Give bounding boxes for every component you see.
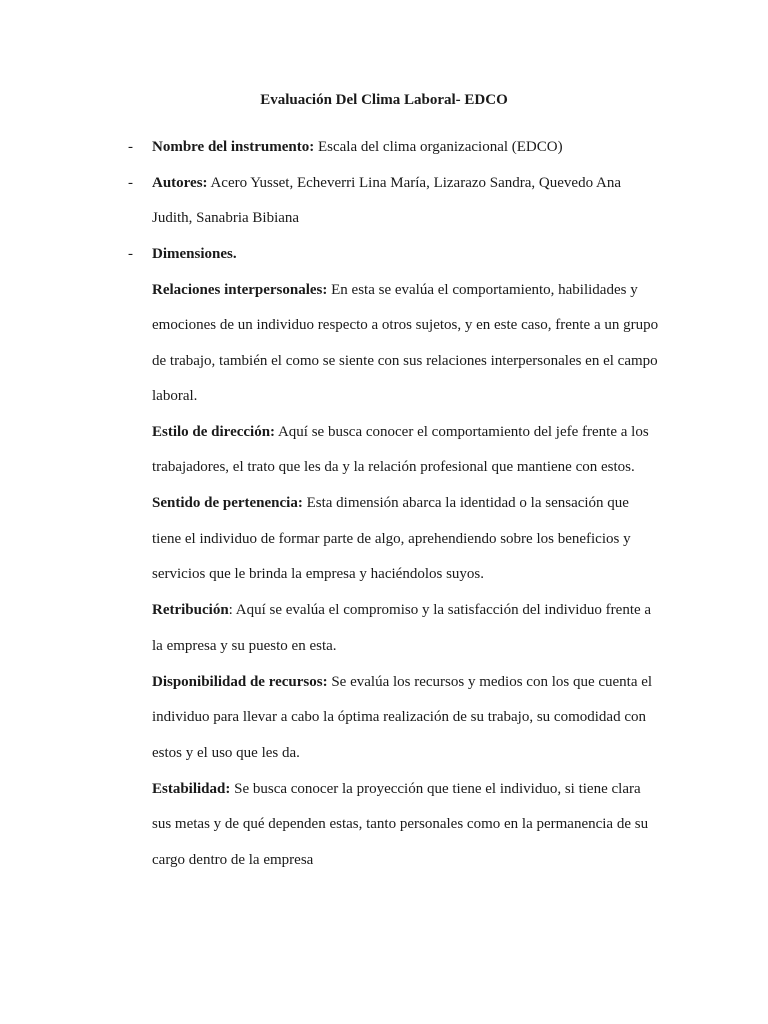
dimension-pertenencia-line-2: tiene el individuo de formar parte de algo, aprehendiendo sobre los beneficios y	[152, 531, 631, 547]
dimension-estilo-line-1	[152, 422, 649, 442]
authors-line-2: Judith, Sanabria Bibiana	[152, 210, 300, 226]
dimension-recursos-line-1	[152, 672, 652, 692]
authors-label: Autores:	[152, 175, 208, 191]
dimension-retribucion-line-1	[152, 600, 651, 620]
dimension-pertenencia-line-3: servicios que le brinda la empresa y haciéndolos suyos.	[152, 566, 484, 582]
dimension-recursos-label: Disponibilidad de recursos:	[152, 674, 328, 690]
dimension-relaciones-line-1	[152, 280, 638, 300]
dimension-relaciones-line-3: de trabajo, también el como se siente con sus relaciones interpersonales en el campo	[152, 353, 658, 369]
bullet-dash: -	[128, 175, 133, 191]
dimension-estilo-line-2: trabajadores, el trato que les da y la relación profesional que mantiene con estos.	[152, 459, 635, 475]
dimensions-heading	[152, 244, 237, 264]
dimension-relaciones-line-2: emociones de un individuo respecto a otros sujetos, y en este caso, frente a un grupo	[152, 317, 659, 333]
dimension-recursos-line-3: estos y el uso que les da.	[152, 745, 300, 761]
dimension-estilo-label: Estilo de dirección:	[152, 424, 276, 440]
dimension-recursos-text: Se evalúa los recursos y medios con los que cuenta el	[327, 674, 653, 690]
instrument-name-label: Nombre del instrumento:	[152, 139, 315, 155]
dimension-recursos-line-2: individuo para llevar a cabo la óptima realización de su trabajo, su comodidad con	[152, 709, 646, 725]
dimension-estabilidad-label: Estabilidad:	[152, 781, 231, 797]
dimension-pertenencia-text: Esta dimensión abarca la identidad o la sensación que	[302, 495, 629, 511]
document-title: Evaluación Del Clima Laboral- EDCO	[260, 92, 508, 108]
dimension-retribucion-line-2: la empresa y su puesto en esta.	[152, 638, 337, 654]
dimension-retribucion-text: : Aquí se evalúa el compromiso y la satisfacción del individuo frente a	[228, 602, 652, 618]
instrument-name-line	[152, 137, 563, 157]
dimensions-label: Dimensiones.	[152, 246, 237, 262]
dimension-estilo-text: Aquí se busca conocer el comportamiento del jefe frente a los	[275, 424, 649, 440]
dimension-pertenencia-line-1	[152, 493, 629, 513]
authors-value: Acero Yusset, Echeverri Lina María, Lizarazo Sandra, Quevedo Ana	[207, 175, 621, 191]
authors-line	[152, 173, 621, 193]
bullet-dash: -	[128, 246, 133, 262]
dimension-relaciones-label: Relaciones interpersonales:	[152, 282, 328, 298]
dimension-estabilidad-line-3: cargo dentro de la empresa	[152, 852, 314, 868]
dimension-pertenencia-label: Sentido de pertenencia:	[152, 495, 303, 511]
dimension-estabilidad-text: Se busca conocer la proyección que tiene el individuo, si tiene clara	[230, 781, 641, 797]
dimension-estabilidad-line-2: sus metas y de qué dependen estas, tanto personales como en la permanencia de su	[152, 816, 649, 832]
instrument-name-value: Escala del clima organizacional (EDCO)	[314, 139, 563, 155]
bullet-dash: -	[128, 139, 133, 155]
dimension-relaciones-line-4: laboral.	[152, 388, 198, 404]
dimension-estabilidad-line-1	[152, 779, 641, 799]
dimension-relaciones-text: En esta se evalúa el comportamiento, habilidades y	[327, 282, 638, 298]
dimension-retribucion-label: Retribución	[152, 602, 229, 618]
